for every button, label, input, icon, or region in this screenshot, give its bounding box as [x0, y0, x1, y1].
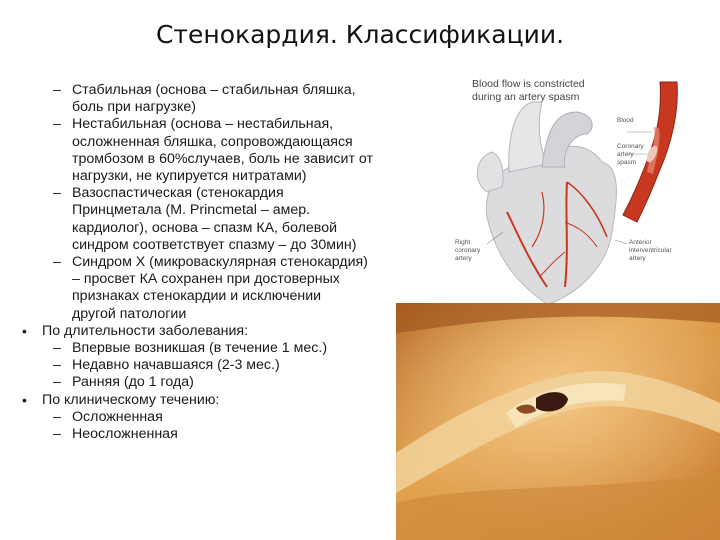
item-text-line: По клиническому течению:: [42, 391, 220, 408]
dash-marker: –: [53, 426, 61, 443]
item-text-line: Впервые возникшая (в течение 1 мес.): [72, 340, 328, 357]
sub-item: [20, 357, 460, 374]
item-text-line: признаках стенокардии и исключении: [72, 288, 322, 305]
dash-marker: –: [53, 357, 61, 374]
item-text-line: осложненная бляшка, сопровождающаяся: [72, 133, 353, 150]
item-text-line: Неосложненная: [72, 426, 178, 443]
sub-item: [20, 374, 460, 391]
dash-marker: –: [53, 408, 61, 425]
sub-item: [20, 116, 460, 185]
item-text-line: Синдром Х (микроваскулярная стенокардия): [72, 254, 368, 271]
sub-item: [20, 254, 460, 323]
item-text-line: кардиолог), основа – спазм КА, болевой: [72, 219, 338, 236]
label-anterior: Anterior interventricular artery: [629, 239, 672, 262]
item-text-line: Ранняя (до 1 года): [72, 374, 194, 391]
bullet-marker: •: [22, 391, 27, 408]
dash-marker: –: [53, 82, 61, 98]
slide-title: Стенокардия. Классификации.: [155, 20, 565, 49]
dash-marker: –: [53, 185, 61, 202]
bullet-item: [20, 392, 460, 409]
item-text-line: Недавно начавшаяся (2-3 мес.): [72, 357, 280, 374]
label-right-coronary: Right coronary artery: [455, 239, 481, 262]
dash-marker: –: [53, 340, 61, 357]
item-text-line: синдром соответствует спазму – до 30мин): [72, 236, 357, 253]
bullet-item: [20, 323, 460, 340]
classification-list: [20, 82, 460, 443]
sub-item: [20, 426, 460, 443]
item-text-line: Принцметала (M. Princmetal – амер.: [72, 202, 311, 219]
item-text-line: Нестабильная (основа – нестабильная,: [72, 116, 334, 133]
item-text-line: другой патологии: [72, 305, 187, 322]
sub-item: [20, 185, 460, 254]
item-text-line: По длительности заболевания:: [42, 322, 249, 339]
label-blood: Blood: [617, 117, 634, 124]
dash-marker: –: [53, 116, 61, 133]
item-text-line: боль при нагрузке): [72, 99, 196, 116]
item-text-line: Осложненная: [72, 408, 163, 425]
item-text-line: Вазоспастическая (стенокардия: [72, 185, 284, 202]
figure-caption: Blood flow is constricted during an artery spasm: [472, 78, 585, 103]
item-text-line: нагрузки, не купируется нитратами): [72, 168, 307, 185]
heart-artery-illustration: [447, 72, 717, 307]
sub-item: [20, 82, 460, 116]
item-text-line: тромбозом в 60%случаев, боль не зависит от: [72, 150, 373, 167]
sub-item: [20, 340, 460, 357]
bullet-marker: •: [22, 322, 27, 339]
dash-marker: –: [53, 374, 61, 391]
item-text-line: Стабильная (основа – стабильная бляшка,: [72, 82, 356, 98]
label-spasm: Coronary artery spasm: [617, 143, 644, 166]
dash-marker: –: [53, 254, 61, 271]
sub-item: [20, 409, 460, 426]
plaque-photo: [396, 303, 720, 540]
item-text-line: – просвет КА сохранен при достоверных: [72, 271, 340, 288]
